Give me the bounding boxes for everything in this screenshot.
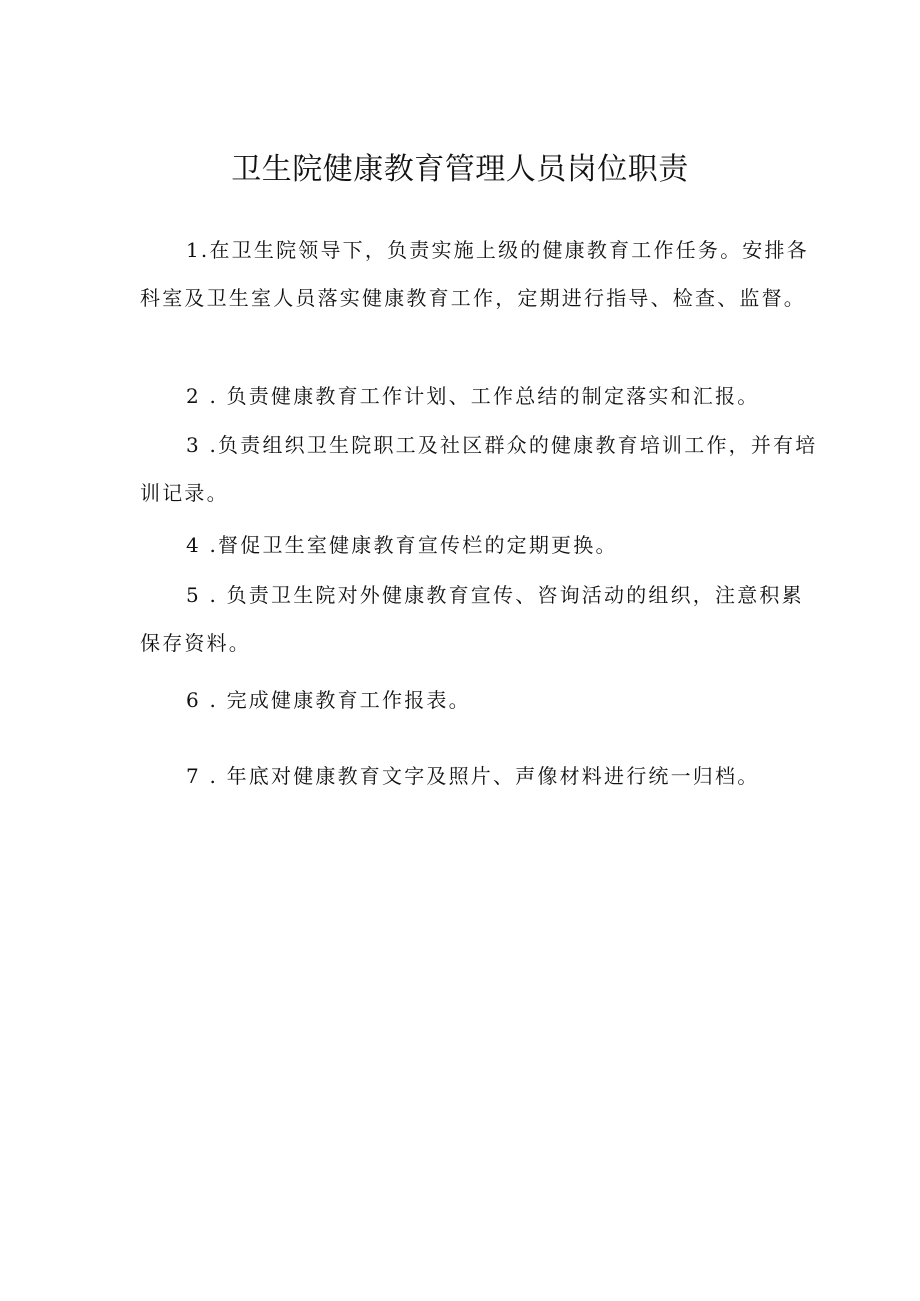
duty-item-5: 5 . 负责卫生院对外健康教育宣传、咨询活动的组织，注意积累保存资料。 — [140, 583, 804, 655]
document-title: 卫生院健康教育管理人员岗位职责 — [231, 152, 689, 187]
duty-item-4: 4 .督促卫生室健康教育宣传栏的定期更换。 — [186, 533, 618, 557]
duty-item-6: 6 . 完成健康教育工作报表。 — [186, 688, 471, 712]
duty-item-3: 3 .负责组织卫生院职工及社区群众的健康教育培训工作，并有培训记录。 — [140, 433, 818, 505]
duty-item-2: 2 . 负责健康教育工作计划、工作总结的制定落实和汇报。 — [186, 384, 760, 408]
duty-item-7: 7 . 年底对健康教育文字及照片、声像材料进行统一归档。 — [186, 764, 760, 788]
duty-item-1: 1.在卫生院领导下，负责实施上级的健康教育工作任务。安排各科室及卫生室人员落实健康教育工作，定期进行指导、检查、监督。 — [140, 238, 809, 310]
